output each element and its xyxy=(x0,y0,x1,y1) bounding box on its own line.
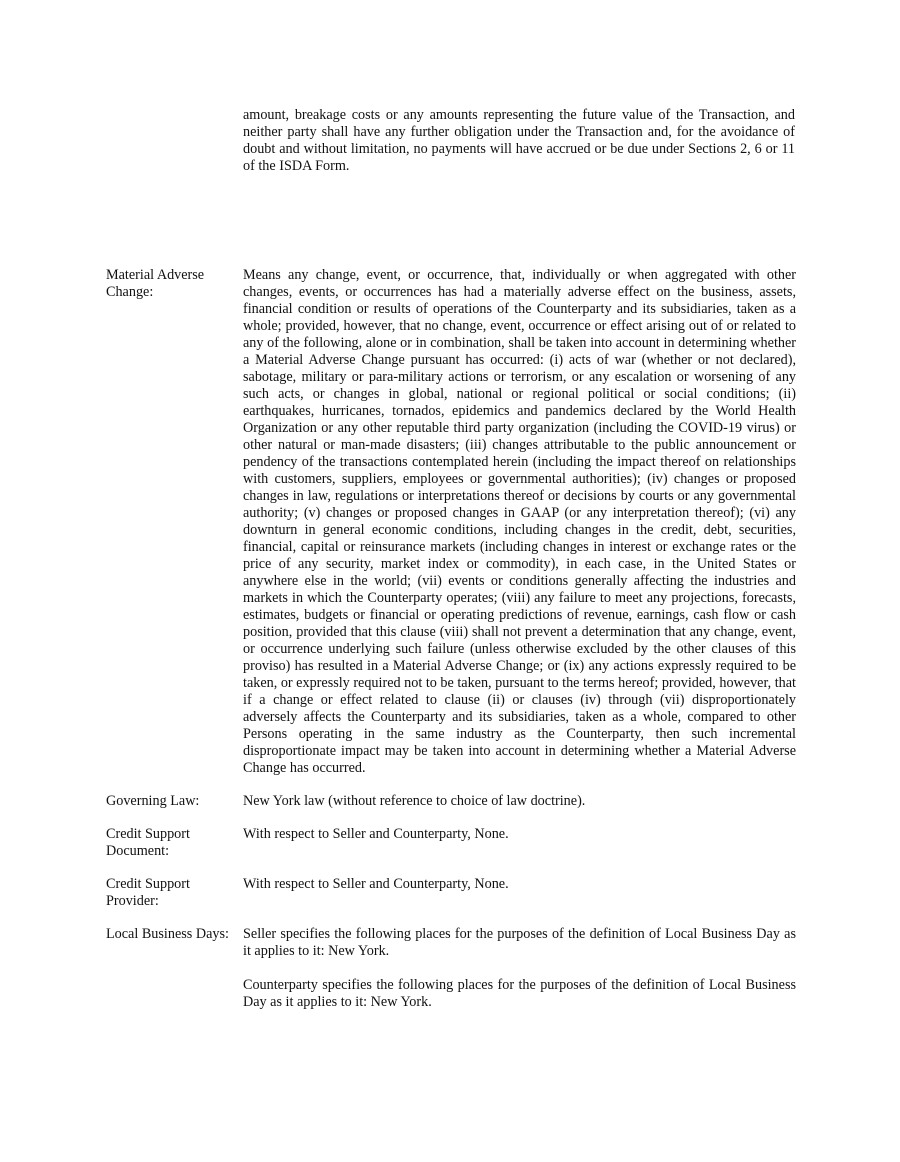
definition-local-business-days xyxy=(106,926,796,1011)
meaning-credit-support-document xyxy=(243,826,796,843)
term-material-adverse-change: Material Adverse Change: xyxy=(106,267,205,300)
meaning-credit-support-provider-text: With respect to Seller and Counterparty, None. xyxy=(243,876,509,892)
meaning-local-business-days xyxy=(243,926,796,1011)
term-governing-law: Governing Law: xyxy=(106,793,200,809)
continuation-paragraph: amount, breakage costs or any amounts representing the future value of the Transaction, and neither party shall have any further obligation under the Transaction and, for the avoidance of doubt and without limitation, no payments will have accrued or be due under Sections 2, 6 or 11 of the ISDA Form. xyxy=(243,107,795,174)
meaning-material-adverse-change xyxy=(243,267,796,777)
meaning-local-business-days-counterparty: Counterparty specifies the following places for the purposes of the definition of Local Business Day as it applies to it: New York. xyxy=(243,977,796,1010)
definitions-list xyxy=(106,267,796,1011)
term-local-business-days: Local Business Days: xyxy=(106,926,229,942)
definition-credit-support-provider xyxy=(106,876,796,910)
meaning-credit-support-provider xyxy=(243,876,796,893)
meaning-local-business-days-seller: Seller specifies the following places for the purposes of the definition of Local Business Day as it applies to it: New York. xyxy=(243,926,796,959)
meaning-credit-support-document-text: With respect to Seller and Counterparty, None. xyxy=(243,826,509,842)
meaning-material-adverse-change-text: Means any change, event, or occurrence, that, individually or when aggregated with other changes, events, or occurrences has had a materially adverse effect on the business, assets, financial condition or results of operations of the Counterparty and its subsidiaries, taken as a whole; provided, however, that no change, event, occurrence or effect arising out of or related to any of the following, alone or in combination, shall be taken into account in determining whether a Material Adverse Change pursuant has occurred: (i) acts of war (whether or not declared), sabotage, military or para-military actions or terrorism, or any escalation or worsening of any such acts, or changes in global, national or regional political or social conditions; (ii) earthquakes, hurricanes, tornados, epidemics and pandemics declared by the World Health Organization or any other reputable third party organization (including the COVID-19 virus) or other natural or man-made disasters; (iii) changes attributable to the public announcement or pendency of the transactions contemplated herein (including the impact thereof on relationships with customers, suppliers, employees or governmental authorities); (iv) changes or proposed changes in law, regulations or interpretations thereof or decisions by courts or any governmental authority; (v) changes or proposed changes in GAAP (or any interpretation thereof); (vi) any downturn in general economic conditions, including changes in the credit, debt, securities, financial, capital or reinsurance markets (including changes in interest or exchange rates or the price of any security, market index or commodity), in each case, in the United States or anywhere else in the world; (vii) events or conditions generally affecting the industries and markets in which the Counterparty operates; (viii) any failure to meet any projections, forecasts, estimates, budgets or financial or operating predictions of revenue, earnings, cash flow or cash position, provided that this clause (viii) shall not prevent a determination that any change, event, or occurrence underlying such failure (unless otherwise excluded by the other clauses of this proviso) has resulted in a Material Adverse Change; or (ix) any actions expressly required to be taken, or expressly required not to be taken, pursuant to the terms hereof; provided, however, that if a change or effect related to clause (ii) or clauses (iv) through (vii) disproportionately adversely affects the Counterparty and its subsidiaries, taken as a whole, compared to other Persons operating in the same industry as the Counterparty, then such incremental disproportionate impact may be taken into account in determining whether a Material Adverse Change has occurred. xyxy=(243,267,796,776)
meaning-governing-law-text: New York law (without reference to choice of law doctrine). xyxy=(243,793,586,809)
definition-material-adverse-change xyxy=(106,267,796,777)
meaning-governing-law xyxy=(243,793,796,810)
definition-governing-law xyxy=(106,793,796,810)
term-credit-support-document: Credit Support Document: xyxy=(106,826,190,859)
definition-credit-support-document xyxy=(106,826,796,860)
term-credit-support-provider: Credit Support Provider: xyxy=(106,876,190,909)
